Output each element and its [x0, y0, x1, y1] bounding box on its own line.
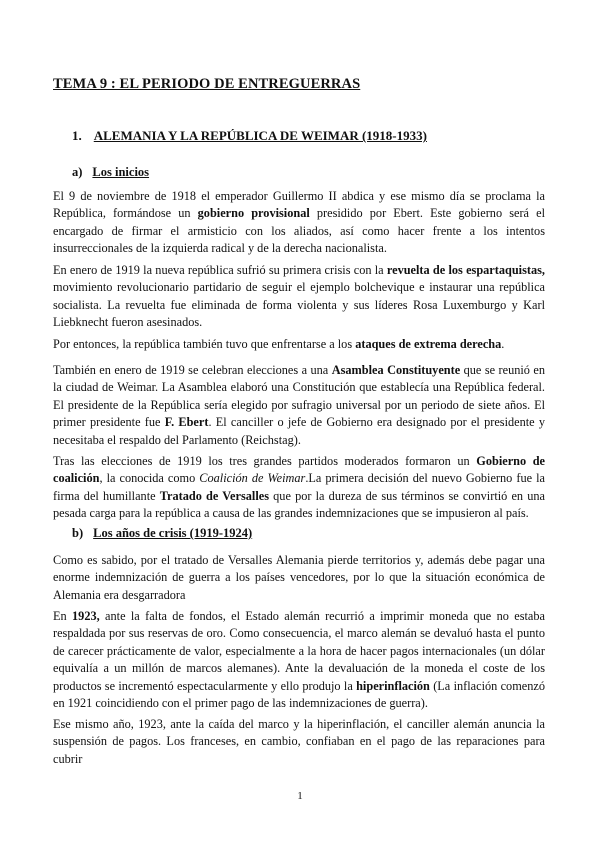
text-run: También en enero de 1919 se celebran elecciones a una — [53, 363, 332, 377]
document-title: TEMA 9 : EL PERIODO DE ENTREGUERRAS — [53, 76, 361, 92]
bold-term: ataques de extrema derecha — [355, 337, 502, 351]
paragraph-armistice — [53, 188, 545, 258]
text-run: presidido por Ebert. Este gobierno será el encargado de firmar el armisticio con los aliados, así como hacer frente a los intentos insurreccionales de la izquierda radical y de la derecha nacionalista. — [53, 206, 546, 256]
paragraph-suspension-payments — [53, 716, 545, 768]
section-title: ALEMANIA Y LA REPÚBLICA DE WEIMAR (1918-1933) — [93, 128, 427, 143]
bold-term: Gobierno de coalición — [53, 454, 546, 486]
text-run: En enero de 1919 la nueva república sufrió su primera crisis con la — [53, 263, 387, 277]
bold-term: 1923, — [72, 609, 100, 623]
paragraph-hyperinflation — [53, 608, 545, 712]
section-number: 1. — [72, 128, 82, 143]
text-run: Como es sabido, por el tratado de Versalles Alemania pierde territorios y, además debe pagar una enorme indemnización de guerra a los países vencedores, por lo que la situación económica de Alemania era desgarradora — [53, 553, 545, 602]
bold-term: gobierno provisional — [197, 206, 310, 221]
subheading-letter: b) — [72, 526, 84, 540]
paragraph-spartacists — [53, 262, 545, 332]
text-run: El 9 de noviembre de 1918 el emperador Guillermo II abdica y ese mismo día se proclama la República, formándose un — [53, 189, 545, 221]
subheading-title: Los inicios — [92, 165, 150, 179]
text-run: que se reunió en la ciudad de Weimar. La Asamblea elaboró una Constitución que establecía una República federal. El presidente de la República sería elegido por sufragio universal por un periodo de siete años. El primer presidente fue — [53, 363, 545, 430]
text-run: Ese mismo año, 1923, ante la caída del marco y la hiperinflación, el canciller alemán anuncia la suspensión de pagos. Los franceses, en cambio, confiaban en el pago de las reparaciones para cubrir — [53, 717, 545, 766]
text-run: ante la falta de fondos, el Estado alemán recurrió a imprimir moneda que no estaba respaldada por sus reservas de oro. Como consecuencia, el marco alemán se devaluó hasta el punto de carecer prácticamente de valor, especialmente a la hora de hacer pagos internacionales (un dólar equivalía a un millón de marcos alemanes). Ante la devaluación de la moneda el coste de los productos se incrementó espectacularmente y ello produjo la — [53, 609, 545, 693]
text-run: Por entonces, la república también tuvo que enfrentarse a los — [53, 337, 356, 351]
italic-term: Coalición de Weimar — [199, 471, 306, 486]
text-run: que por la dureza de sus términos se convirtió en una pesada carga para la república a causa de las grandes indemnizaciones que se impusieron al país. — [53, 488, 545, 521]
text-run: . El canciller o jefe de Gobierno era designado por el presidente y necesitaba el respaldo del Parlamento (Reichstag). — [53, 415, 545, 447]
text-run: (La inflación comenzó en 1921 coincidiendo con el primer pago de las indemnizaciones de guerra). — [53, 678, 545, 711]
paragraph-constituent-assembly — [53, 362, 545, 449]
bold-term: Asamblea Constituyente — [331, 363, 461, 377]
bold-term: F. Ebert — [164, 415, 209, 430]
subheading-title: Los años de crisis (1919-1924) — [93, 526, 253, 540]
subheading-letter: a) — [72, 165, 83, 179]
text-run: .La primera decisión del nuevo Gobierno fue la firma del humillante — [53, 471, 545, 503]
page-number: 1 — [297, 790, 303, 802]
bold-term: hiperinflación — [356, 678, 430, 693]
text-run: . — [501, 337, 505, 351]
paragraph-versailles-effects — [53, 552, 545, 604]
bold-term: revuelta de los espartaquistas, — [386, 263, 545, 277]
text-run: movimiento revolucionario partidario de seguir el ejemplo bolchevique e instaurar una república socialista. La revuelta fue eliminada de forma violenta y sus líderes Rosa Luxemburgo y Karl Liebknecht fueron asesinados. — [53, 280, 545, 330]
subheading-los-inicios — [72, 165, 149, 180]
subheading-crisis-years — [72, 526, 252, 541]
bold-term: Tratado de Versalles — [159, 488, 269, 503]
paragraph-far-right — [53, 336, 545, 353]
paragraph-weimar-coalition — [53, 453, 545, 523]
text-run: Tras las elecciones de 1919 los tres grandes partidos moderados formaron un — [53, 454, 477, 468]
section-heading-germany — [72, 128, 427, 144]
text-run: En — [53, 609, 73, 623]
text-run: , la conocida como — [99, 471, 200, 486]
